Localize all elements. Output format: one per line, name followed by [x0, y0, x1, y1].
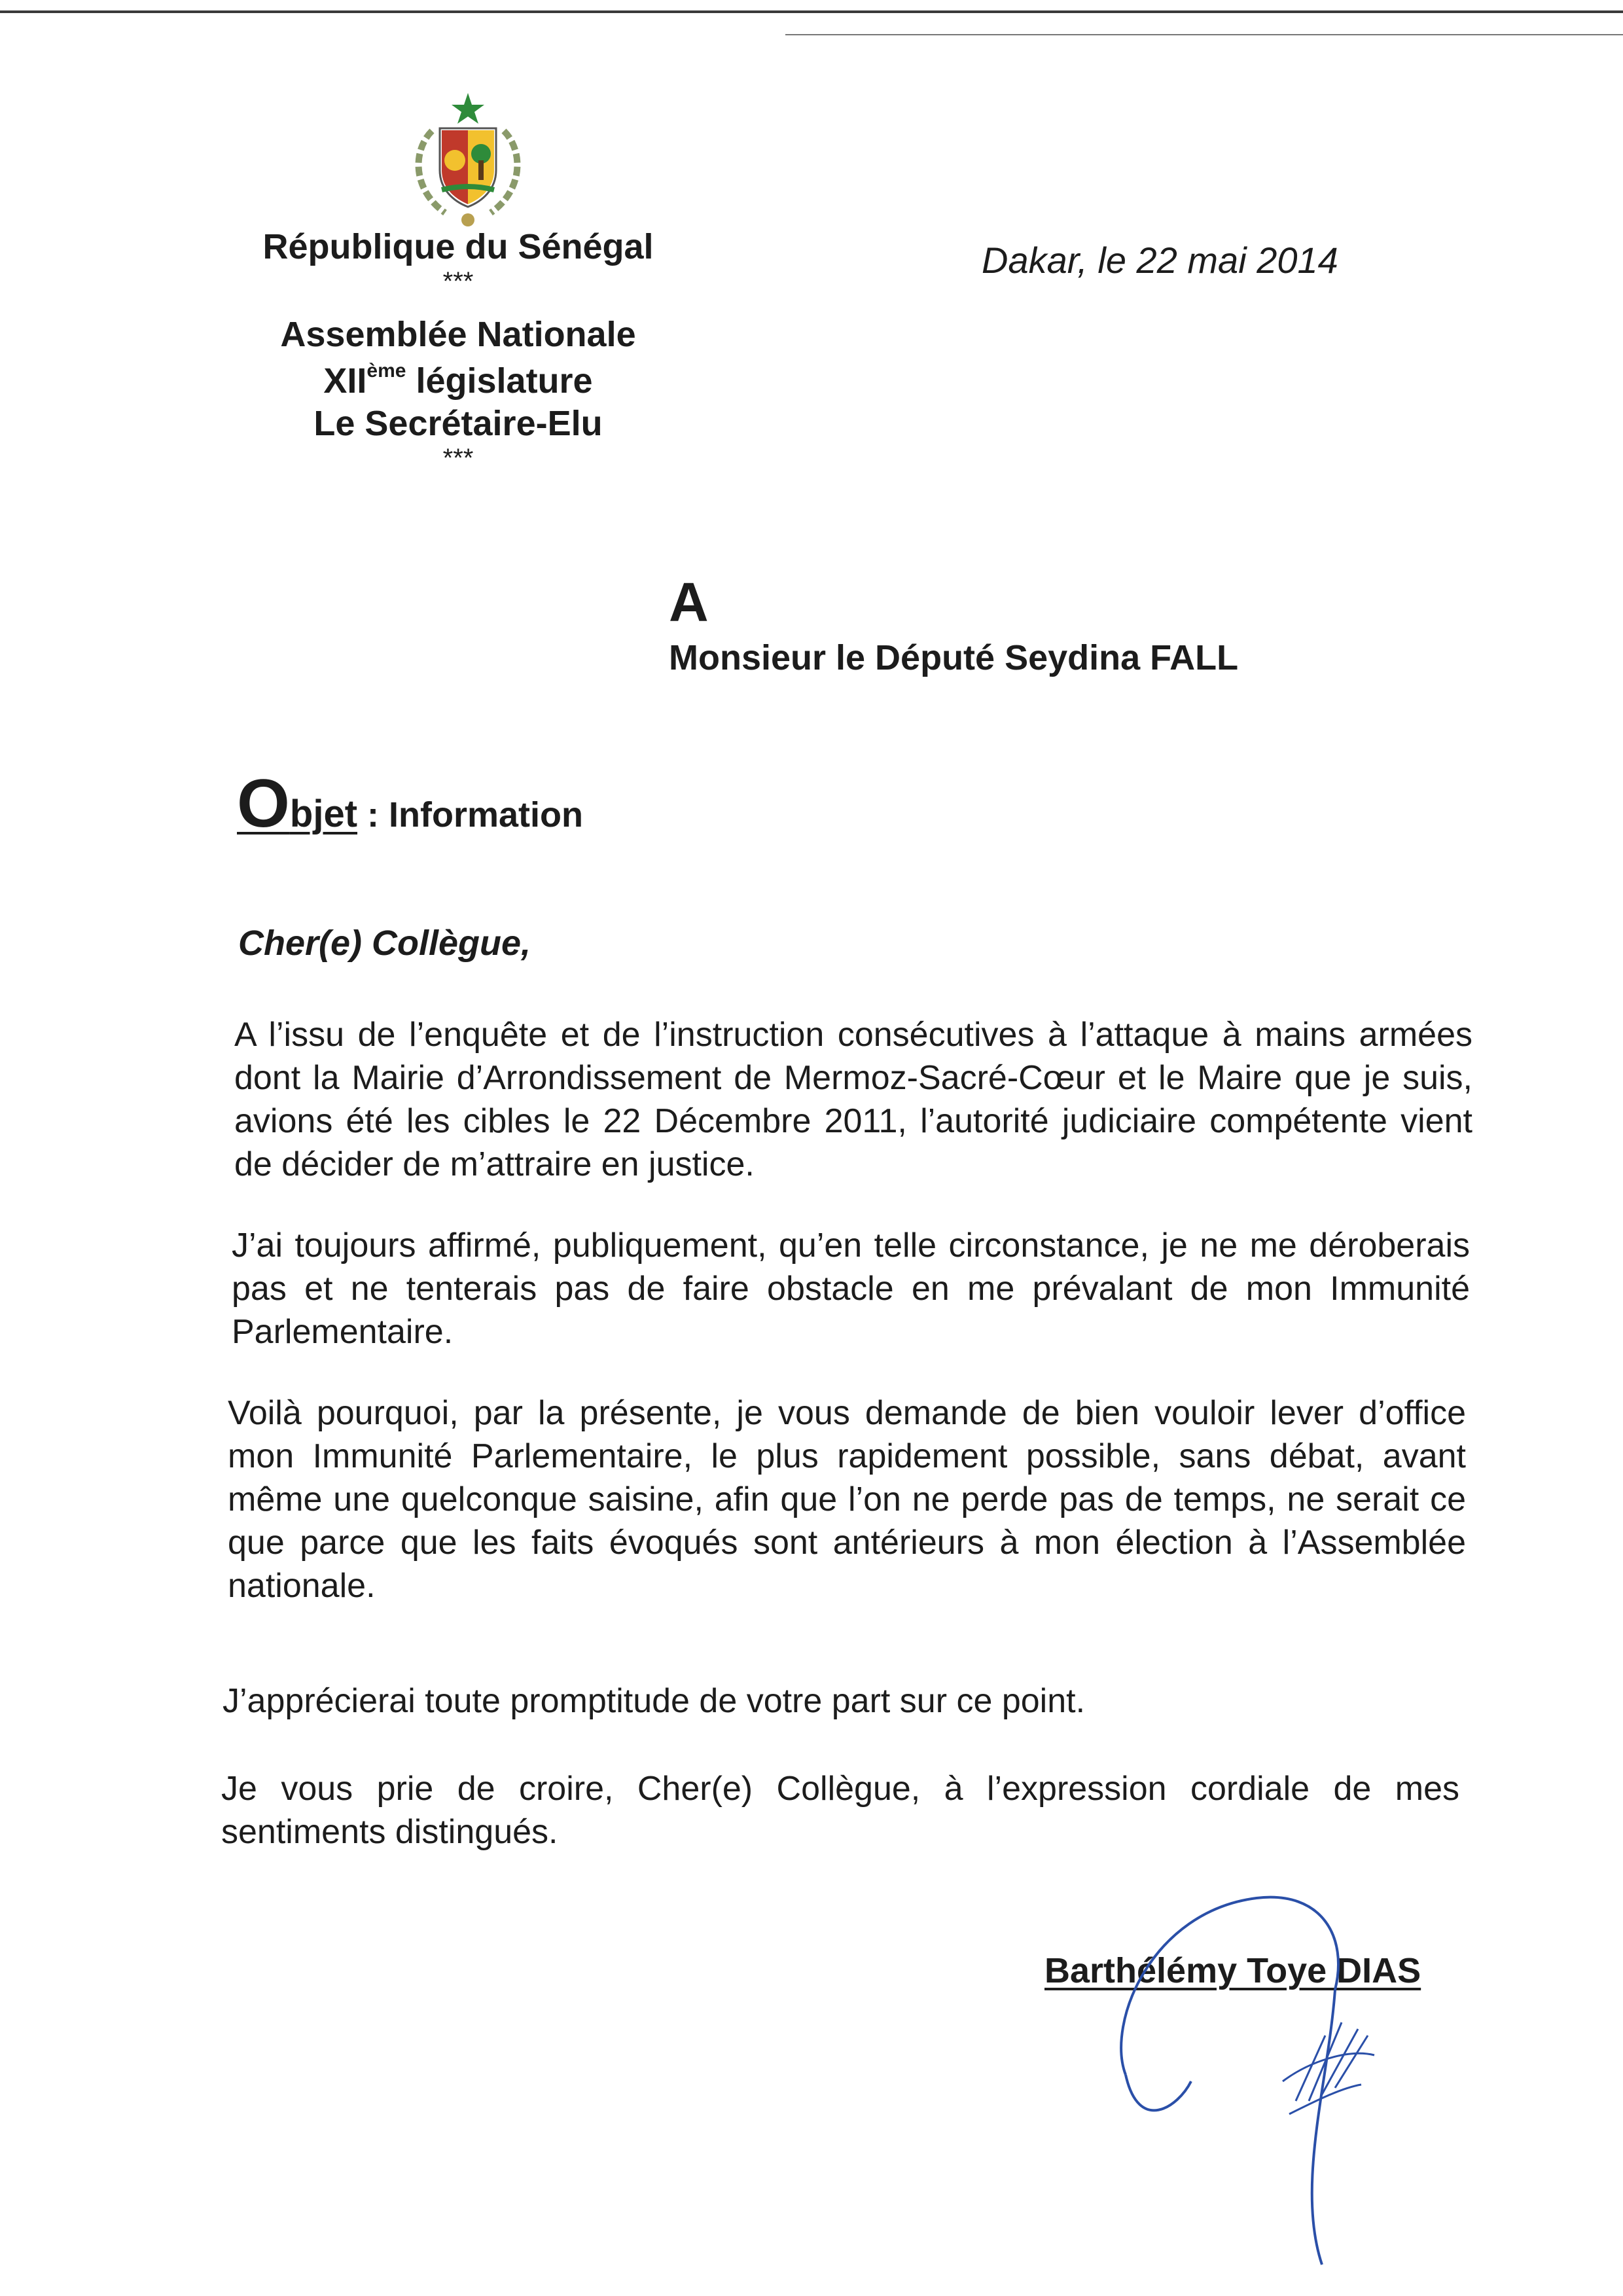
assembly-title: Assemblée Nationale: [280, 315, 636, 354]
role-title: Le Secrétaire-Elu: [313, 404, 603, 443]
addressee-prefix: A: [669, 571, 709, 633]
legislature-line: [196, 361, 720, 399]
baobab-trunk: [478, 160, 484, 180]
handwritten-signature: [1099, 1885, 1558, 2278]
subject-label-rest: bjet: [289, 793, 358, 835]
body-paragraph-1: A l’issu de l’enquête et de l’instruction consécutives à l’attaque à mains armées dont la Mairie d’Arrondissement de Mermoz-Sacré-Cœur et le Maire que je suis, avions été les cibles le 22 Décembre 2011, l’autorité judiciaire compétente vient de décider de m’attraire en justice.: [234, 1016, 1472, 1183]
legislature-superscript: ème: [366, 360, 406, 382]
legislature-word: législature: [416, 361, 593, 401]
subject-label: [237, 766, 358, 842]
body-paragraph-2: J’ai toujours affirmé, publiquement, qu’en telle circonstance, je ne me déroberais pas et ne tenterais pas de faire obstacle en me prévalant de mon Immunité Parlementaire.: [232, 1227, 1470, 1351]
greeting: Cher(e) Collègue,: [238, 924, 531, 963]
medal: [461, 213, 474, 226]
separator-stars-2: ***: [442, 444, 474, 473]
addressee-name: Monsieur le Député Seydina FALL: [669, 638, 1239, 677]
subject-line: [237, 766, 583, 842]
subject-text: : Information: [357, 795, 583, 834]
body-paragraph-4: J’apprécierai toute promptitude de votre part sur ce point.: [223, 1682, 1086, 1720]
republic-title: République du Sénégal: [262, 227, 654, 266]
scan-edge-line: [0, 10, 1623, 13]
subject-initial: O: [237, 766, 290, 842]
coat-of-arms-emblem: [393, 92, 543, 229]
separator-stars: ***: [442, 267, 474, 296]
legislature-number: XII: [323, 361, 367, 401]
body-paragraph-3: Voilà pourquoi, par la présente, je vous demande de bien vouloir lever d’office mon Immunité Parlementaire, le plus rapidement possible, sans débat, avant même une quelconque saisine, afin que l’on ne perde pas de temps, ne serait ce que parce que les faits évoqués sont antérieurs à mon élection à l’Assemblée nationale.: [228, 1394, 1466, 1605]
scan-edge-line-secondary: [785, 34, 1623, 35]
letter-date: Dakar, le 22 mai 2014: [982, 240, 1338, 281]
star-icon: [452, 93, 484, 124]
closing-paragraph: Je vous prie de croire, Cher(e) Collègue, à l’expression cordiale de mes sentiments distingués.: [221, 1770, 1459, 1851]
lion-shape: [444, 150, 465, 171]
signer-name: Barthélémy Toye DIAS: [1044, 1951, 1421, 1990]
